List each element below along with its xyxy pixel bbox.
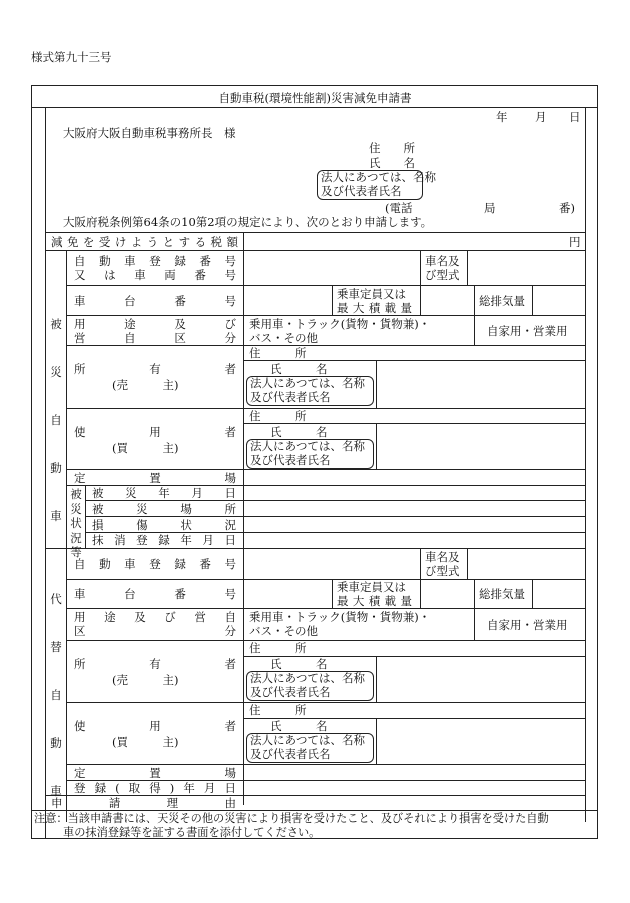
rep-user-name-label: 氏 名 <box>270 719 328 733</box>
user-address-label: 住 所 <box>249 409 307 423</box>
rep-owner-sub-label: (売 主) <box>112 673 179 687</box>
rep-user-label: 使用者 <box>74 719 236 733</box>
user-name-label: 氏 名 <box>270 425 328 439</box>
owner-address-label: 住 所 <box>249 346 307 360</box>
note-line-2: 車の抹消登録等を証する書面を添付してください。 <box>63 826 321 839</box>
user-sub-label: (買 主) <box>112 441 179 455</box>
yen-unit: 円 <box>569 235 581 249</box>
rep-usage-value-1: 乗用車・トラック(貨物・貨物兼)・ <box>249 610 431 624</box>
rep-owner-label: 所有者 <box>74 657 236 671</box>
user-corp-note-1: 法人にあつては、名称 <box>250 439 365 453</box>
note-line-1: 注意：当該申請書には、天災その他の災害により損害を受けたこと、及びそれにより損害を受けた自動 <box>34 812 549 825</box>
usage-label-1: 用途及び <box>74 317 236 331</box>
rep-car-name-label-2: び型式 <box>425 564 460 578</box>
date-day: 日 <box>569 110 581 124</box>
damage-date-label: 被災年月日 <box>92 486 236 500</box>
dereg-date-label: 抹消登録年月日 <box>92 533 236 547</box>
reg-no-label-1: 自動車登録番号 <box>74 254 236 268</box>
usage-value-2: バス・その他 <box>249 331 318 345</box>
applicant-address-label: 住 所 <box>369 141 415 155</box>
rep-user-address-label: 住 所 <box>249 703 307 717</box>
applicant-corp-note-1: 法人にあつては、名称 <box>321 170 436 184</box>
rep-storage-place-label: 定置場 <box>74 766 236 780</box>
date-year: 年 <box>496 110 508 124</box>
phone-number: 番) <box>559 201 575 215</box>
rep-usage-value-2: バス・その他 <box>249 624 318 638</box>
owner-corp-note-1: 法人にあつては、名称 <box>250 376 365 390</box>
displacement-label: 総排気量 <box>479 294 525 308</box>
owner-corp-note-2: 及び代表者氏名 <box>250 390 331 404</box>
reg-no-label-2: 又は車両番号 <box>74 268 236 282</box>
applicant-corp-note-2: 及び代表者氏名 <box>321 184 402 198</box>
rep-reg-no-label: 自動車登録番号 <box>74 557 236 571</box>
owner-label: 所有者 <box>74 362 236 376</box>
rep-displacement-label: 総排気量 <box>479 587 525 601</box>
form-number: 様式第九十三号 <box>31 50 112 64</box>
rep-usage-label-2: 区分 <box>74 624 236 638</box>
reason-label: 申請理由 <box>51 796 236 810</box>
rep-capacity-label-1: 乗車定員又は <box>337 580 406 594</box>
section-replacement-vehicle: 代替自動車 <box>50 592 62 798</box>
capacity-label-1: 乗車定員又は <box>337 287 406 301</box>
rep-capacity-label-2: 最大積載量 <box>337 594 412 608</box>
damage-status-label: 被災状況等 <box>70 487 82 559</box>
user-corp-note-2: 及び代表者氏名 <box>250 453 331 467</box>
phone-label: (電話 <box>385 201 413 215</box>
damage-place-label: 被災場所 <box>92 502 236 516</box>
car-name-label-1: 車名及 <box>425 254 460 268</box>
rep-user-corp-note-1: 法人にあつては、名称 <box>250 733 365 747</box>
reduction-amount-label: 減免を受けようとする税額 <box>51 235 238 249</box>
rep-owner-corp-note-2: 及び代表者氏名 <box>250 685 331 699</box>
user-label: 使用者 <box>74 425 236 439</box>
damage-state-label: 損傷状況 <box>92 518 236 532</box>
usage-value-1: 乗用車・トラック(貨物・貨物兼)・ <box>249 317 431 331</box>
form-title: 自動車税(環境性能割)災害減免申請書 <box>218 91 412 105</box>
rep-user-corp-note-2: 及び代表者氏名 <box>250 747 331 761</box>
capacity-label-2: 最大積載量 <box>337 301 412 315</box>
rep-chassis-no-label: 車台番号 <box>74 587 236 601</box>
private-business-value: 自家用・営業用 <box>487 324 568 338</box>
rep-car-name-label-1: 車名及 <box>425 550 460 564</box>
rep-owner-corp-note-1: 法人にあつては、名称 <box>250 671 365 685</box>
storage-place-label: 定置場 <box>74 471 236 485</box>
phone-station: 局 <box>484 201 496 215</box>
applicant-name-label: 氏 名 <box>369 156 415 170</box>
date-month: 月 <box>535 110 547 124</box>
rep-user-sub-label: (買 主) <box>112 735 179 749</box>
rep-usage-label-1: 用途及び営自 <box>74 610 236 624</box>
rep-owner-name-label: 氏 名 <box>270 657 328 671</box>
rep-private-business-value: 自家用・営業用 <box>487 618 568 632</box>
rep-owner-address-label: 住 所 <box>249 641 307 655</box>
owner-name-label: 氏 名 <box>270 362 328 376</box>
owner-sub-label: (売 主) <box>112 378 179 392</box>
usage-label-2: 営自区分 <box>74 331 236 345</box>
rep-reg-date-label: 登録(取得)年月日 <box>74 781 236 795</box>
addressee: 大阪府大阪自動車税事務所長 様 <box>63 126 236 140</box>
chassis-no-label: 車台番号 <box>74 294 236 308</box>
car-name-label-2: び型式 <box>425 268 460 282</box>
section-damaged-vehicle: 被災自動車 <box>50 317 62 523</box>
preamble: 大阪府税条例第64条の10第2項の規定により、次のとおり申請します。 <box>63 215 433 229</box>
